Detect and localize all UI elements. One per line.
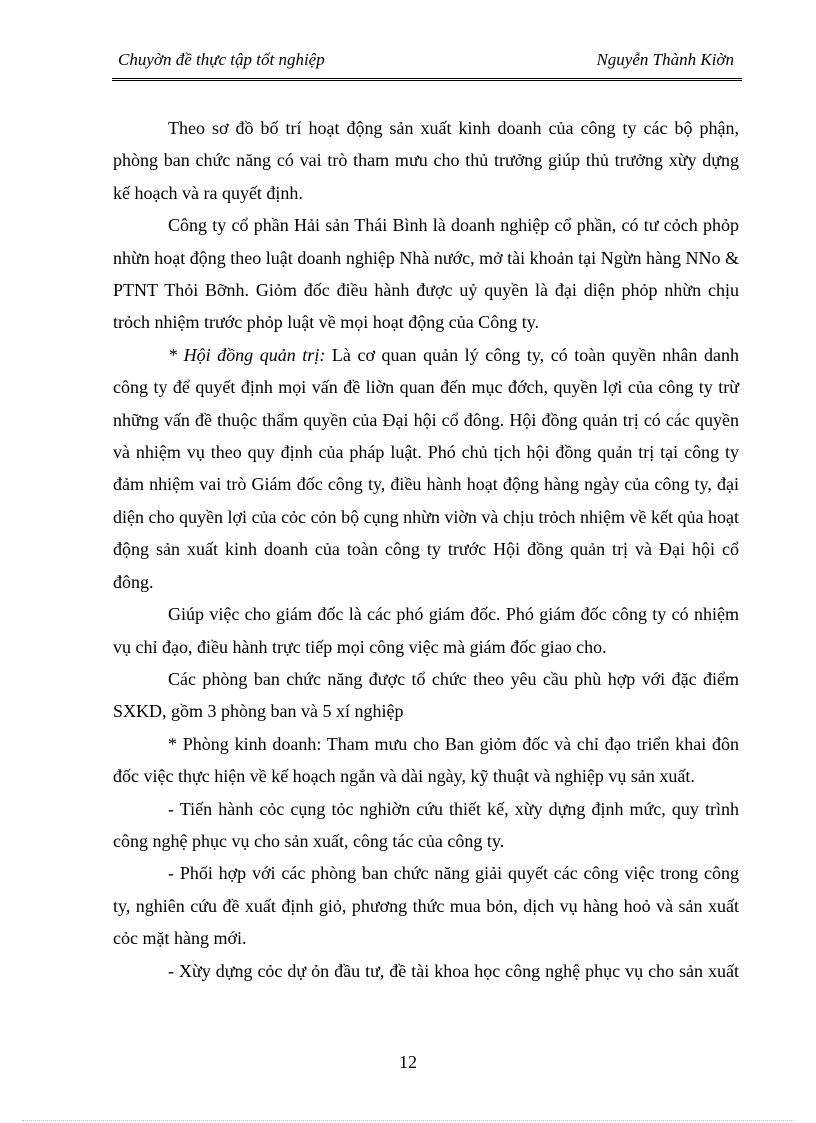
paragraph [113, 793, 739, 858]
page-bottom-border [22, 1120, 794, 1121]
header-divider [112, 78, 742, 81]
paragraph [113, 728, 739, 793]
paragraph-text: - Tiến hành cỏc cụng tỏc nghiờn cứu thiết kế, xừy dựng định mức, quy trình công nghệ phục vụ cho sản xuất, công tác của công ty. [113, 798, 739, 851]
paragraph [113, 663, 739, 728]
body-text [113, 112, 739, 987]
paragraph-text: Là cơ quan quản lý công ty, có toàn quyền nhân danh công ty để quyết định mọi vấn đề liờn quan đến mục đớch, quyền lợi của công ty trừ những vấn đề thuộc thẩm quyền của Đại hội cổ đông. Hội đồng quản trị có các quyền và nhiệm vụ theo quy định của pháp luật. Phó chủ tịch hội đồng quản trị tại công ty đảm nhiệm vai trò Giám đốc công ty, điều hành hoạt động hàng ngày của công ty, đại diện cho quyền lợi của cỏc cỏn bộ cụng nhừn viờn và chịu trỏch nhiệm về kết qủa hoạt động sản xuất kinh doanh của toàn công ty trước Hội đồng quản trị và Đại hội cổ đông. [113, 344, 739, 592]
paragraph-text: Công ty cổ phần Hải sản Thái Bình là doanh nghiệp cổ phần, có tư cỏch phỏp nhừn hoạt động theo luật doanh nghiệp Nhà nước, mở tài khoản tại Ngừn hàng NNo & PTNT Thỏi Bỡnh. Giỏm đốc điều hành được uỷ quyền là đại diện phỏp nhừn chịu trỏch nhiệm trước phỏp luật về mọi hoạt động của Công ty. [113, 215, 739, 333]
paragraph-text: - Phối hợp với các phòng ban chức năng giải quyết các công việc trong công ty, nghiên cứu đề xuất định giỏ, phương thức mua bỏn, dịch vụ hàng hoỏ và sản xuất cỏc mặt hàng mới. [113, 863, 739, 949]
paragraph [113, 112, 739, 209]
page-number: 12 [399, 1052, 417, 1072]
paragraph [113, 955, 739, 987]
paragraph-text: * Phòng kinh doanh: Tham mưu cho Ban giỏm đốc và chỉ đạo triển khai đôn đốc việc thực hiện về kế hoạch ngắn và dài ngày, kỹ thuật và nghiệp vụ sản xuất. [113, 733, 739, 787]
paragraph [113, 857, 739, 954]
header-title: Chuyờn đề thực tập tốt nghiệp [118, 50, 325, 69]
paragraph-text: Các phòng ban chức năng được tổ chức theo yêu cầu phù hợp với đặc điểm SXKD, gồm 3 phòng ban và 5 xí nghiệp [113, 668, 739, 722]
paragraph [113, 209, 739, 339]
paragraph-text: - Xừy dựng cỏc dự ỏn đầu tư, đề tài khoa học công nghệ phục vụ cho sản xuất [168, 960, 739, 981]
paragraph-text: Theo sơ đồ bố trí hoạt động sản xuất kinh doanh của công ty các bộ phận, phòng ban chức năng có vai trò tham mưu cho thủ trưởng giúp thủ trưởng xừy dựng kế hoạch và ra quyết định. [113, 118, 739, 203]
paragraph-text: Giúp việc cho giám đốc là các phó giám đốc. Phó giám đốc công ty có nhiệm vụ chỉ đạo, điều hành trực tiếp mọi công việc mà giám đốc giao cho. [113, 604, 739, 657]
paragraph-lead-heading: * Hội đồng quản trị: [168, 344, 326, 365]
running-header [112, 46, 736, 72]
paragraph [113, 598, 739, 663]
paragraph [113, 339, 739, 598]
header-author: Nguyễn Thành Kiờn [596, 50, 734, 69]
